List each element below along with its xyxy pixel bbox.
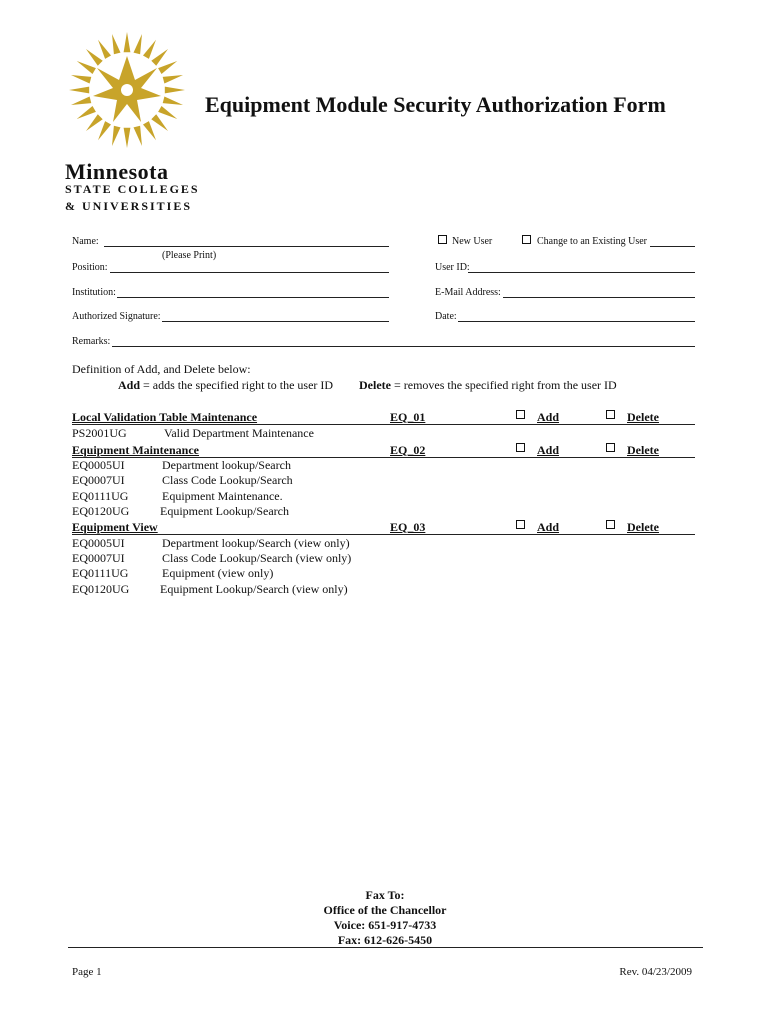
eq01-add-checkbox[interactable] xyxy=(516,410,525,419)
item-desc: Equipment Maintenance. xyxy=(162,489,283,503)
logo-ray xyxy=(71,97,91,106)
logo-ray xyxy=(163,97,183,106)
fax-office: Office of the Chancellor xyxy=(323,903,447,917)
item-desc: Valid Department Maintenance xyxy=(164,426,314,440)
user-id-field[interactable] xyxy=(468,272,695,273)
logo-ray xyxy=(165,87,185,94)
logo-ray xyxy=(86,49,103,66)
logo-ray xyxy=(71,75,91,84)
delete-term: Delete xyxy=(359,378,391,392)
user-id-label: User ID: xyxy=(435,262,470,273)
eq01-delete-checkbox[interactable] xyxy=(606,410,615,419)
logo-ray xyxy=(134,34,143,54)
logo-ray xyxy=(77,61,96,74)
eq03-add-checkbox[interactable] xyxy=(516,520,525,529)
eq03-delete-label: Delete xyxy=(627,520,659,534)
delete-definition xyxy=(359,378,617,393)
position-label: Position: xyxy=(72,262,108,273)
item-code: EQ0120UG xyxy=(72,504,130,518)
date-field[interactable] xyxy=(458,321,695,322)
item-code: EQ0007UI xyxy=(72,551,125,565)
org-name-minnesota: Minnesota xyxy=(65,159,169,184)
item-code: EQ0111UG xyxy=(72,489,129,503)
remarks-field[interactable] xyxy=(112,346,695,347)
logo-ray xyxy=(69,87,89,94)
logo-ray xyxy=(158,61,177,74)
item-desc: Equipment Lookup/Search xyxy=(160,504,289,518)
fax-voice: Voice: 651-917-4733 xyxy=(333,918,437,932)
eq01-add-label: Add xyxy=(537,410,560,424)
logo-ray xyxy=(77,106,96,119)
logo-ray xyxy=(86,114,103,131)
eq03-add-label: Add xyxy=(537,520,560,534)
form-title: Equipment Module Security Authorization Form xyxy=(205,92,666,117)
section-title-equipment-maintenance: Equipment Maintenance xyxy=(72,443,200,457)
position-field[interactable] xyxy=(110,272,389,273)
section-title-local-validation: Local Validation Table Maintenance xyxy=(72,410,258,424)
logo-ray xyxy=(98,121,111,140)
item-desc: Equipment Lookup/Search (view only) xyxy=(160,582,348,596)
org-name-line2: STATE COLLEGES xyxy=(65,182,200,196)
section-title-equipment-view: Equipment View xyxy=(72,520,158,534)
logo-ray xyxy=(98,40,111,59)
section-code-eq02: EQ_02 xyxy=(390,443,426,457)
fax-number: Fax: 612-626-5450 xyxy=(337,933,433,947)
logo-ray xyxy=(112,126,121,146)
logo-ray xyxy=(112,34,121,54)
name-label: Name: xyxy=(72,236,99,247)
logo-ray xyxy=(158,106,177,119)
logo-ray xyxy=(143,121,156,140)
add-text: = adds the specified right to the user ID xyxy=(140,378,334,392)
minnesota-star-logo-icon xyxy=(63,28,191,152)
email-label: E-Mail Address: xyxy=(435,287,501,298)
logo-ray xyxy=(143,40,156,59)
logo-ray xyxy=(151,114,168,131)
logo-ray xyxy=(124,32,131,52)
remarks-label: Remarks: xyxy=(72,336,111,347)
add-term: Add xyxy=(118,378,141,392)
item-desc: Class Code Lookup/Search xyxy=(162,473,293,487)
item-desc: Equipment (view only) xyxy=(162,566,274,580)
item-desc: Department lookup/Search (view only) xyxy=(162,536,350,550)
page-number: Page 1 xyxy=(72,966,102,978)
item-code: EQ0120UG xyxy=(72,582,130,596)
authorized-signature-label: Authorized Signature: xyxy=(72,311,161,322)
item-code: EQ0007UI xyxy=(72,473,125,487)
name-field[interactable] xyxy=(104,246,389,247)
logo-ray xyxy=(163,75,183,84)
item-code: PS2001UG xyxy=(72,426,127,440)
new-user-checkbox[interactable] xyxy=(438,235,447,244)
section-code-eq03: EQ_03 xyxy=(390,520,426,534)
fax-to-label: Fax To: xyxy=(365,888,405,902)
please-print-note: (Please Print) xyxy=(162,250,217,261)
email-field[interactable] xyxy=(503,297,695,298)
eq02-add-checkbox[interactable] xyxy=(516,443,525,452)
institution-label: Institution: xyxy=(72,287,116,298)
eq03-delete-checkbox[interactable] xyxy=(606,520,615,529)
item-code: EQ0005UI xyxy=(72,536,125,550)
institution-field[interactable] xyxy=(117,297,389,298)
item-desc: Class Code Lookup/Search (view only) xyxy=(162,551,352,565)
logo-ray xyxy=(124,128,131,148)
authorized-signature-field[interactable] xyxy=(162,321,389,322)
item-code: EQ0111UG xyxy=(72,566,129,580)
logo-ray xyxy=(151,49,168,66)
section-code-eq01: EQ_01 xyxy=(390,410,426,424)
section-underline xyxy=(72,424,695,425)
eq02-delete-label: Delete xyxy=(627,443,659,457)
logo-ray xyxy=(134,126,143,146)
new-user-label: New User xyxy=(452,236,493,247)
revision-date: Rev. 04/23/2009 xyxy=(619,966,692,978)
org-name-line3: & UNIVERSITIES xyxy=(65,199,193,213)
change-user-checkbox[interactable] xyxy=(522,235,531,244)
definitions-intro: Definition of Add, and Delete below: xyxy=(72,362,251,376)
date-label: Date: xyxy=(435,311,457,322)
eq01-delete-label: Delete xyxy=(627,410,659,424)
section-underline xyxy=(72,534,695,535)
eq02-delete-checkbox[interactable] xyxy=(606,443,615,452)
delete-text: = removes the specified right from the user ID xyxy=(390,378,617,392)
item-desc: Department lookup/Search xyxy=(162,458,291,472)
add-definition xyxy=(118,378,333,393)
footer-divider xyxy=(68,947,703,948)
item-code: EQ0005UI xyxy=(72,458,125,472)
change-user-underline xyxy=(650,246,695,247)
eq02-add-label: Add xyxy=(537,443,560,457)
change-user-label: Change to an Existing User xyxy=(537,236,647,247)
